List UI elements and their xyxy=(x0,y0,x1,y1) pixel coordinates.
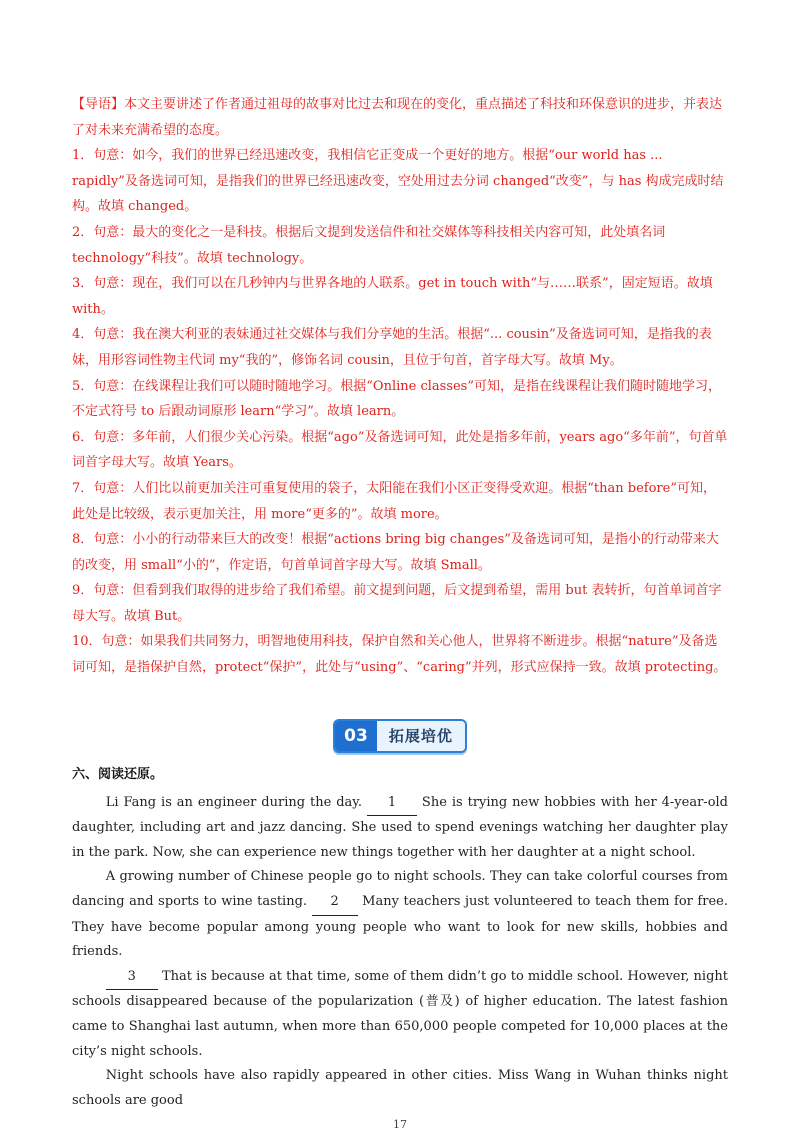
answer-item-5: 5．句意：在线课程让我们可以随时随地学习。根据“Online classes”可知，是指在线课程让我们随时随地学习，不定式符号 to 后跟动词原形 learn“学习”。故填 learn。 xyxy=(72,378,722,420)
section-title: 六、阅读还原。 xyxy=(72,766,164,782)
blank-3: 3 xyxy=(106,965,158,991)
answer-item-10: 10．句意：如果我们共同努力，明智地使用科技，保护自然和关心他人，世界将不断进步。根据“nature”及备选词可知，是指保护自然，protect“保护”，此处与“using”、“caring”并列，形式应保持一致。故填 protecting。 xyxy=(72,634,727,676)
answer-item-3: 3．句意：现在，我们可以在几秒钟内与世界各地的人联系。get in touch with“与……联系”，固定短语。故填 with。 xyxy=(72,276,713,317)
answer-item-7: 7．句意：人们比以前更加关注可重复使用的袋子，太阳能在我们小区正变得受欢迎。根据“than before”可知，此处是比较级，表示更加关注，用 more“更多的”。故填 more。 xyxy=(72,480,716,522)
answer-item-6: 6．句意：多年前，人们很少关心污染。根据“ago”及备选词可知，此处是指多年前，years ago“多年前”，句首单词首字母大写。故填 Years。 xyxy=(72,429,728,471)
section-badge xyxy=(333,719,467,753)
passage-text: She is trying new hobbies with her 4-year-old daughter, including art and jazz dancing. She used to spend evenings watching her daughter play in the park. Now, she can experience new things together with her daughter at a night school. xyxy=(72,794,728,860)
page-content xyxy=(72,92,728,1113)
intro-guide: 【导语】本文主要讲述了作者通过祖母的故事对比过去和现在的变化，重点描述了科技和环保意识的进步，并表达了对未来充满希望的态度。 xyxy=(72,97,723,138)
blank-1: 1 xyxy=(367,791,417,817)
passage-paragraph-3 xyxy=(72,965,728,1064)
passage-paragraph-1 xyxy=(72,791,728,866)
answer-item-2: 2．句意：最大的变化之一是科技。根据后文提到发送信件和社交媒体等科技相关内容可知，此处填名词 technology“科技”。故填 technology。 xyxy=(72,224,666,266)
passage-text: Many teachers just volunteered to teach them for free. They have become popular among young people who want to look for new skills, hobbies and friends. xyxy=(72,894,728,960)
answer-list xyxy=(72,143,728,680)
badge-number: 03 xyxy=(335,721,377,751)
passage-text: A growing number of Chinese people go to night schools. They can take colorful courses from dancing and sports to wine tasting. xyxy=(72,869,728,910)
passage-text: Li Fang is an engineer during the day. xyxy=(105,794,367,810)
answer-item-9: 9．句意：但看到我们取得的进步给了我们希望。前文提到问题，后文提到希望，需用 but 表转折，句首单词首字母大写。故填 But。 xyxy=(72,583,722,624)
page-number: 17 xyxy=(393,1118,407,1131)
passage-paragraph-2 xyxy=(72,865,728,964)
section-badge-row xyxy=(72,719,728,753)
passage-text: That is because at that time, some of them didn’t go to middle school. However, night schools disappeared because of the popularization (普及) of higher education. The latest fashion came to Shanghai last autumn, when more than 650,000 people competed for 10,000 places at the city’s night schools. xyxy=(72,968,728,1059)
badge-label: 拓展培优 xyxy=(377,721,465,751)
passage-paragraph-4: Night schools have also rapidly appeared in other cities. Miss Wang in Wuhan thinks night schools are good xyxy=(72,1068,728,1108)
answer-item-4: 4．句意：我在澳大利亚的表妹通过社交媒体与我们分享她的生活。根据“... cousin”及备选词可知，是指我的表妹，用形容词性物主代词 my“我的”，修饰名词 cousin，且位于句首，首字母大写。故填 My。 xyxy=(72,327,712,368)
answer-item-8: 8．句意：小小的行动带来巨大的改变！根据“actions bring big changes”及备选词可知，是指小的行动带来大的改变，用 small“小的”，作定语，句首单词首字母大写。故填 Small。 xyxy=(72,532,719,573)
answer-item-1: 1．句意：如今，我们的世界已经迅速改变，我相信它正变成一个更好的地方。根据“our world has ... rapidly”及备选词可知，是指我们的世界已经迅速改变，空处用过去分词 changed“改变”，与 has 构成完成时结构。故填 changed。 xyxy=(72,148,724,215)
blank-2: 2 xyxy=(312,890,358,916)
